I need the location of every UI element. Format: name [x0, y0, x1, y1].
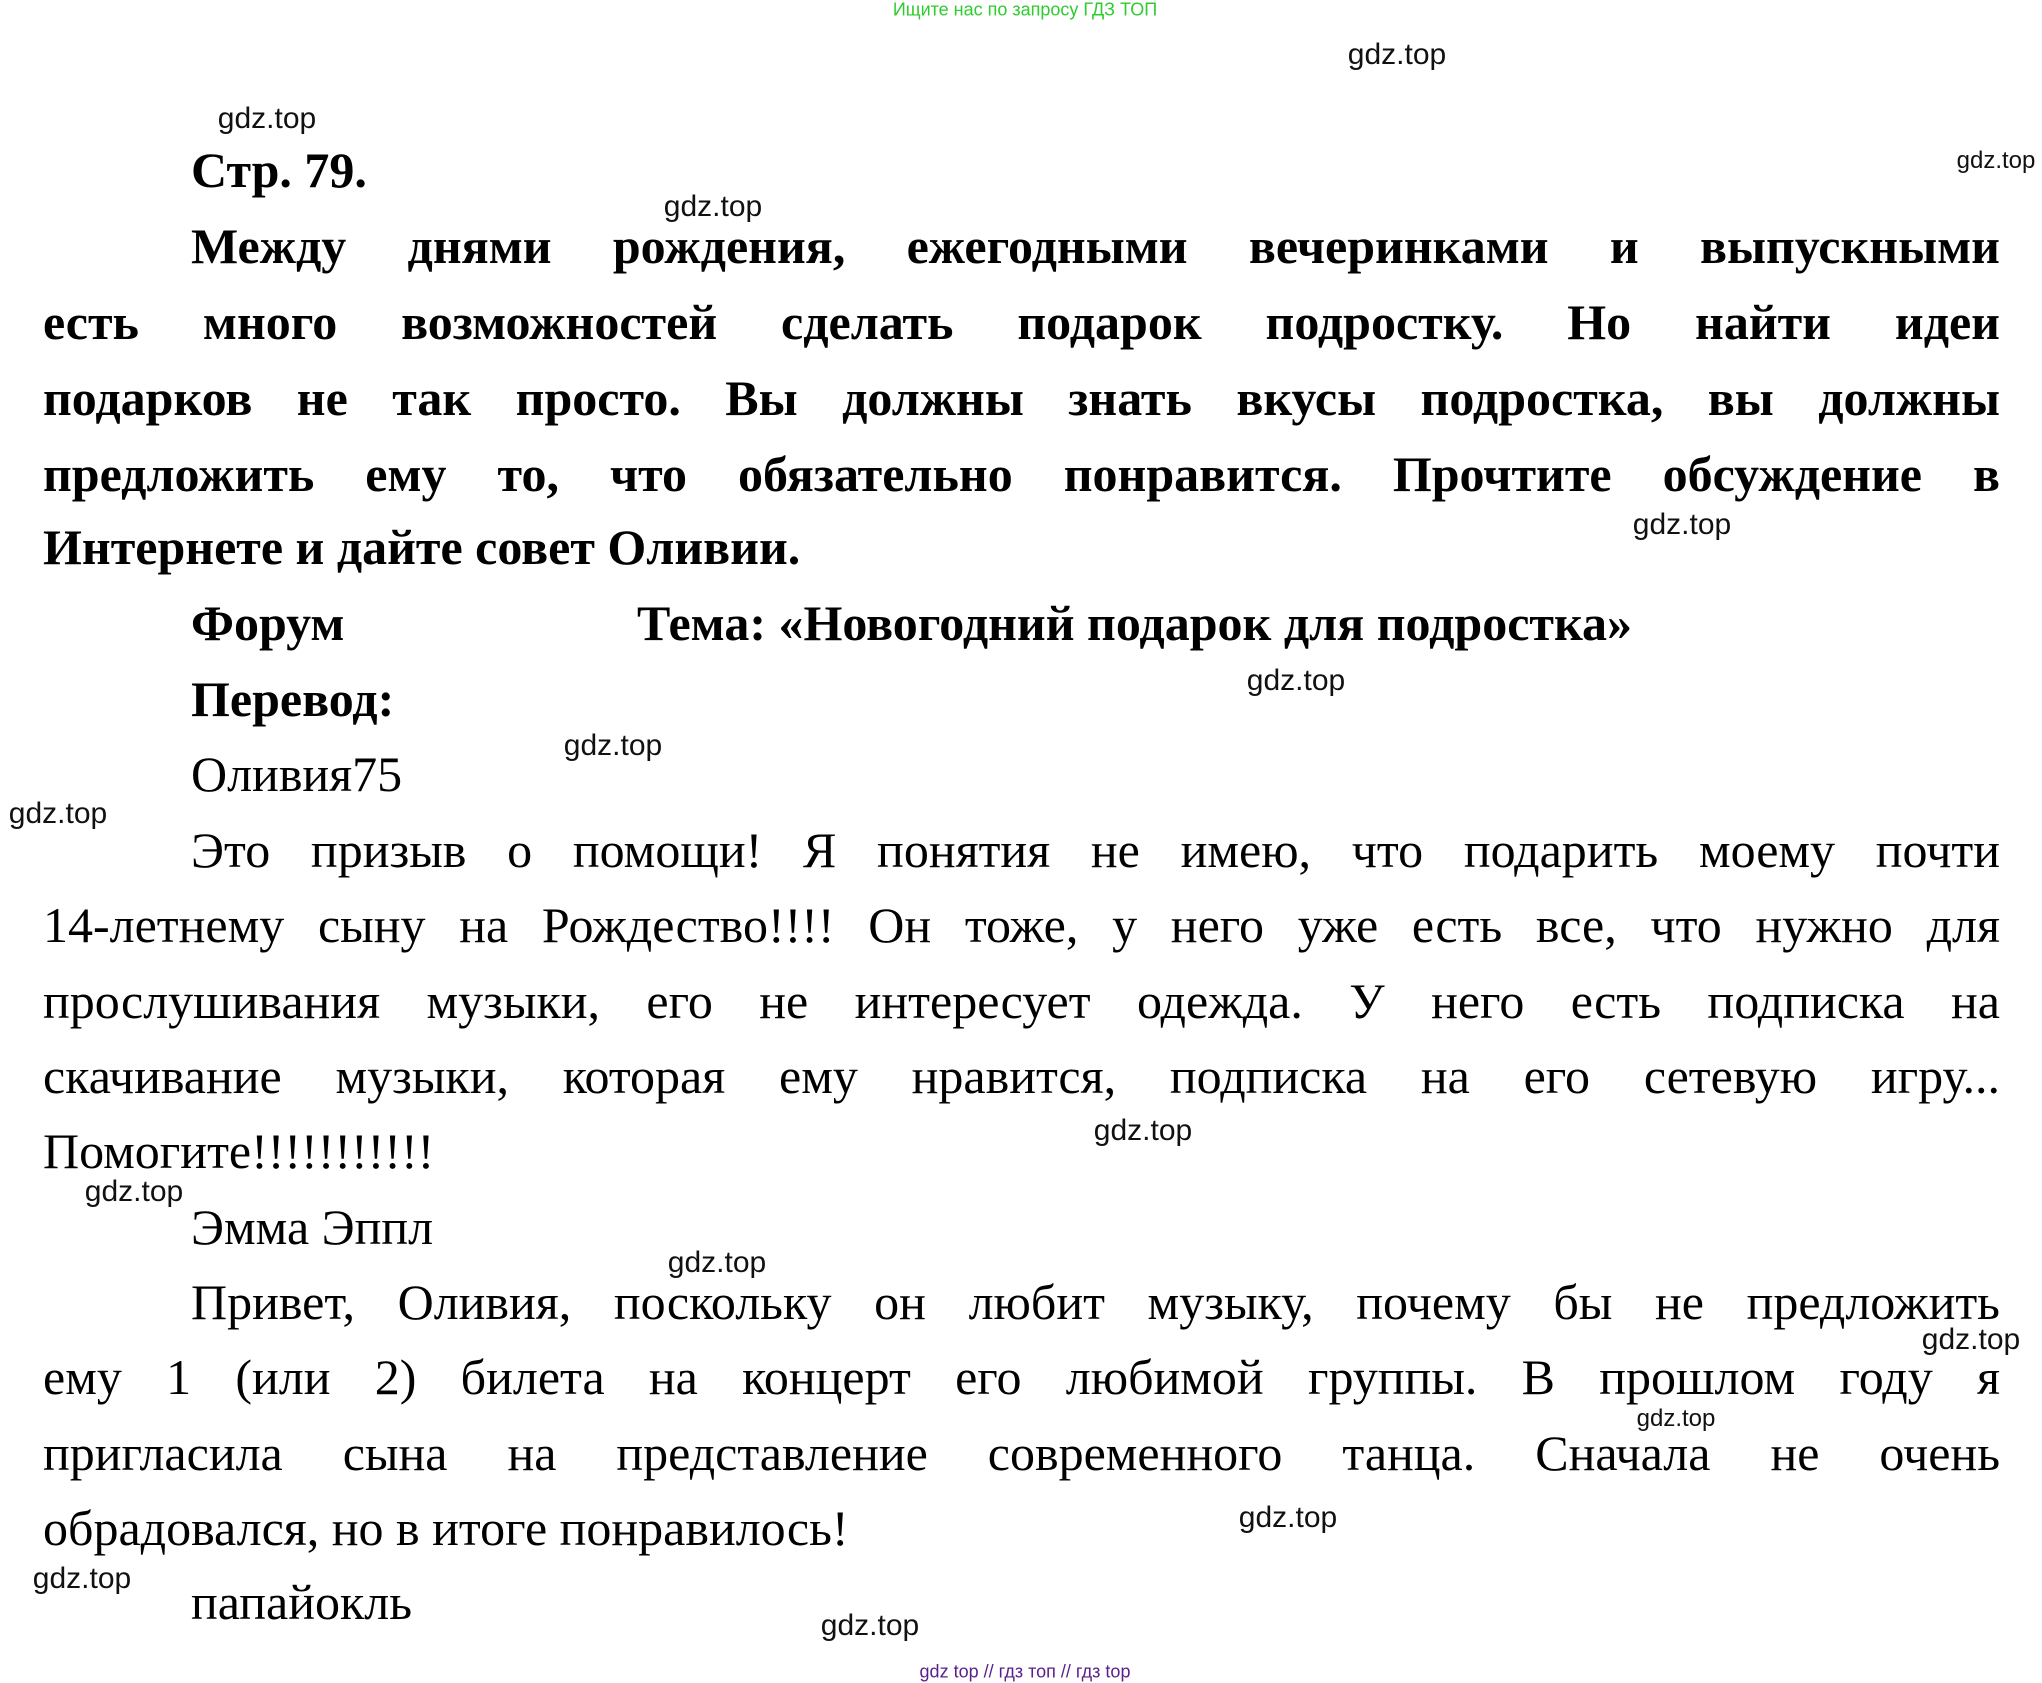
watermark: gdz.top [663, 190, 763, 223]
page-label: Стр. 79. [191, 142, 367, 198]
post-line: ему 1 (или 2) билета на концерт его любимой группы. В прошлом году я [43, 1349, 2000, 1405]
watermark: gdz.top [1238, 1501, 1338, 1534]
task-line: предложить ему то, что обязательно понравится. Прочтите обсуждение в [43, 446, 2000, 502]
watermark: gdz.top [1347, 38, 1447, 71]
watermark: gdz.top [84, 1175, 184, 1208]
post-line: Привет, Оливия, поскольку он любит музыку, почему бы не предложить [191, 1274, 2000, 1330]
forum-topic: Тема: «Новогодний подарок для подростка» [637, 595, 1632, 651]
post-line: Помогите!!!!!!!!!!! [43, 1123, 435, 1179]
bottom-banner-link[interactable]: gdz top // гдз топ // гдз top [919, 1661, 1131, 1682]
watermark: gdz.top [1246, 664, 1346, 697]
watermark: gdz.top [8, 797, 108, 830]
watermark: gdz.top [1956, 147, 2036, 174]
forum-label: Форум [191, 595, 345, 651]
task-line: есть много возможностей сделать подарок подростку. Но найти идеи [43, 294, 2000, 350]
watermark: gdz.top [667, 1246, 767, 1279]
watermark: gdz.top [820, 1609, 920, 1642]
post-author: Оливия75 [191, 746, 403, 802]
post-line: Это призыв о помощи! Я понятия не имею, что подарить моему почти [191, 822, 2000, 878]
watermark: gdz.top [1921, 1323, 2021, 1356]
task-line: подарков не так просто. Вы должны знать вкусы подростка, вы должны [43, 370, 2000, 426]
top-banner-link[interactable]: Ищите нас по запросу ГДЗ ТОП [892, 0, 1158, 20]
post-line: 14-летнему сыну на Рождество!!!! Он тоже, у него уже есть все, что нужно для [43, 897, 2000, 953]
post-line: скачивание музыки, которая ему нравится, подписка на его сетевую игру... [43, 1048, 2000, 1104]
post-author: папайокль [191, 1574, 413, 1630]
task-line: Интернете и дайте совет Оливии. [43, 519, 801, 575]
post-line: обрадовался, но в итоге понравилось! [43, 1500, 849, 1556]
watermark: gdz.top [1093, 1114, 1193, 1147]
watermark: gdz.top [32, 1562, 132, 1595]
post-line: пригласила сына на представление современного танца. Сначала не очень [43, 1425, 2000, 1481]
watermark: gdz.top [217, 102, 317, 135]
post-line: прослушивания музыки, его не интересует одежда. У него есть подписка на [43, 973, 2000, 1029]
watermark: gdz.top [563, 729, 663, 762]
watermark: gdz.top [1632, 508, 1732, 541]
translation-label: Перевод: [191, 671, 395, 727]
task-line: Между днями рождения, ежегодными вечеринками и выпускными [191, 218, 2000, 274]
watermark: gdz.top [1636, 1405, 1716, 1432]
post-author: Эмма Эппл [191, 1199, 434, 1255]
